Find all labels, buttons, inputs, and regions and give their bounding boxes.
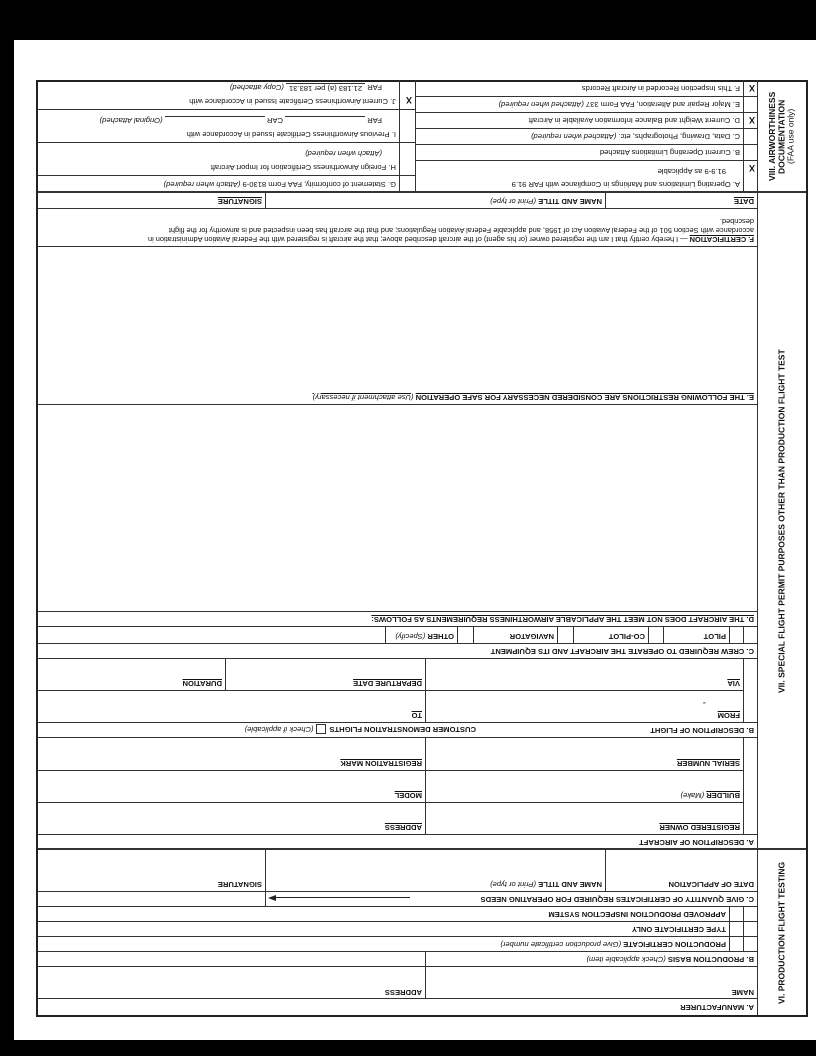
certification-line-3: described. bbox=[719, 217, 754, 226]
item-c-label: C. Data, Drawing, Photographs, etc. bbox=[618, 132, 740, 141]
serial-number-label: SERIAL NUMBER bbox=[676, 759, 740, 768]
other-note: (Specify) bbox=[395, 632, 426, 641]
certification-line-1: — I hereby certify that I am the registered owner (or his agent) of the aircraft described above; that the aircraft is registered with the Federal Aviation Administration in bbox=[147, 235, 690, 244]
item-c-note: (Attached when required) bbox=[531, 132, 617, 141]
production-certificate-note: (Give production certificate number) bbox=[500, 940, 622, 949]
cert-signature-label: SIGNATURE bbox=[217, 197, 262, 206]
duration-label: DURATION bbox=[182, 679, 222, 688]
divider bbox=[38, 626, 758, 627]
navigator-checkbox[interactable] bbox=[558, 628, 574, 643]
production-basis-heading bbox=[586, 955, 754, 963]
builder-heading bbox=[680, 791, 740, 799]
divider bbox=[38, 643, 758, 644]
registered-owner-field[interactable] bbox=[430, 805, 740, 820]
other-checkbox[interactable] bbox=[458, 628, 474, 643]
type-certificate-option: TYPE CERTIFICATE ONLY bbox=[631, 925, 726, 934]
customer-demo-option bbox=[245, 724, 476, 734]
other-specify-field[interactable] bbox=[38, 628, 382, 643]
customer-demo-label: CUSTOMER DEMONSTRATION FLIGHTS bbox=[329, 725, 476, 734]
divider bbox=[38, 770, 744, 771]
name-title-field[interactable] bbox=[270, 853, 602, 877]
divider bbox=[399, 80, 400, 193]
divider bbox=[416, 112, 758, 113]
type-certificate-checkbox[interactable] bbox=[730, 922, 744, 937]
item-j-note: (Copy attached) bbox=[229, 83, 284, 92]
section-vi-title: VI. PRODUCTION FLIGHT TESTING bbox=[776, 861, 787, 1004]
divider bbox=[743, 738, 744, 835]
item-e-label: E. Major Repair and Alteration, FAA Form 337 bbox=[585, 100, 740, 109]
certificate-quantity-label: C. GIVE QUANTITY OF CERTIFICATES REQUIRED FOR OPERATING NEEDS bbox=[480, 895, 754, 904]
builder-label: BUILDER bbox=[706, 791, 740, 800]
approved-inspection-checkbox[interactable] bbox=[730, 907, 744, 922]
signature-field[interactable] bbox=[38, 853, 262, 877]
certification-statement bbox=[148, 236, 754, 243]
divider bbox=[605, 850, 606, 892]
divider bbox=[425, 659, 426, 723]
divider bbox=[425, 738, 426, 835]
registration-mark-field[interactable] bbox=[38, 741, 422, 756]
divider bbox=[38, 966, 758, 967]
item-e bbox=[499, 100, 740, 108]
divider bbox=[38, 722, 758, 723]
production-certificate-option bbox=[500, 940, 726, 948]
item-g bbox=[164, 180, 396, 188]
production-certificate-label: PRODUCTION CERTIFICATE bbox=[623, 940, 726, 949]
section-vii-title: VII. SPECIAL FLIGHT PERMIT PURPOSES OTHER THAN PRODUCTION FLIGHT TEST bbox=[776, 349, 787, 694]
item-f-label: F. This Inspection Recorded in Aircraft Records bbox=[581, 84, 740, 93]
cert-name-title-heading bbox=[490, 197, 602, 205]
divider bbox=[385, 627, 386, 644]
navigator-label: NAVIGATOR bbox=[509, 632, 554, 641]
production-basis-label: B. PRODUCTION BASIS bbox=[667, 955, 754, 964]
model-label: MODEL bbox=[394, 791, 422, 800]
divider bbox=[38, 109, 416, 110]
divider bbox=[38, 834, 758, 835]
divider bbox=[605, 193, 606, 209]
item-i-far: FAR bbox=[367, 116, 382, 125]
item-i-options bbox=[100, 116, 382, 124]
production-certificate-checkbox[interactable] bbox=[730, 937, 744, 952]
section-divider bbox=[38, 191, 806, 193]
departure-date-field[interactable] bbox=[228, 661, 422, 676]
section-viii-title-3: (FAA use only) bbox=[785, 108, 796, 165]
date-of-application-field[interactable] bbox=[610, 853, 754, 877]
from-label: FROM bbox=[717, 711, 740, 720]
divider bbox=[38, 936, 758, 937]
divider bbox=[743, 659, 744, 723]
production-basis-note: (Check applicable item) bbox=[586, 955, 666, 964]
builder-field[interactable] bbox=[430, 773, 740, 788]
divider bbox=[416, 96, 758, 97]
owner-address-label: ADDRESS bbox=[384, 823, 422, 832]
item-i-far-field[interactable] bbox=[285, 116, 365, 117]
manufacturer-name-field[interactable] bbox=[428, 969, 750, 991]
aircraft-description-heading: A. DESCRIPTION OF AIRCRAFT bbox=[639, 838, 754, 847]
divider bbox=[38, 611, 758, 612]
certification-line-2: accordance with Section 501 of the Federal Aviation Act of 1958, and applicable Federal Aviation Regulations; and that the aircraft has been inspected and is airworthy for the flight bbox=[168, 226, 754, 235]
to-label: TO bbox=[411, 711, 422, 720]
date-of-application-label: DATE OF APPLICATION bbox=[668, 880, 754, 889]
owner-address-field[interactable] bbox=[38, 805, 422, 820]
pilot-label: PILOT bbox=[703, 632, 726, 641]
item-b-label: B. Current Operating Limitations Attached bbox=[599, 148, 740, 157]
restrictions-label: E. THE FOLLOWING RESTRICTIONS ARE CONSIDERED NECESSARY FOR SAFE OPERATION bbox=[415, 393, 754, 402]
section-viii-title-2: DOCUMENTATION bbox=[776, 99, 787, 174]
divider bbox=[416, 128, 758, 129]
pilot-checkbox[interactable] bbox=[730, 628, 744, 643]
item-e-note: (Attached when required) bbox=[498, 100, 584, 109]
item-c bbox=[531, 132, 740, 140]
date-label bbox=[734, 197, 754, 205]
requirements-not-met-label: D. THE AIRCRAFT DOES NOT MEET THE APPLICABLE AIRWORTHINESS REQUIREMENTS AS FOLLOWS: bbox=[371, 615, 754, 624]
divider bbox=[38, 658, 758, 659]
section-divider bbox=[38, 848, 806, 850]
manufacturer-name-label: NAME bbox=[731, 988, 754, 997]
divider bbox=[38, 737, 758, 738]
item-j-check[interactable]: X bbox=[405, 95, 412, 105]
registration-mark-label: REGISTRATION MARK bbox=[340, 759, 422, 768]
copilot-label: CO-PILOT bbox=[608, 632, 645, 641]
manufacturer-address-label: ADDRESS bbox=[384, 988, 422, 997]
item-i-note: (Original Attached) bbox=[99, 116, 163, 125]
divider bbox=[38, 906, 758, 907]
via-label: VIA bbox=[727, 679, 740, 688]
item-h-label: H. Foreign Airworthiness Certification for Import Aircraft bbox=[210, 163, 396, 172]
section-vi-label bbox=[757, 850, 806, 1015]
model-field[interactable] bbox=[38, 773, 422, 788]
divider bbox=[416, 160, 758, 161]
via-field[interactable] bbox=[430, 661, 740, 676]
item-h-note: (Attach when required) bbox=[305, 149, 382, 158]
divider bbox=[38, 690, 744, 691]
duration-field[interactable] bbox=[38, 661, 222, 676]
manufacturer-address-field[interactable] bbox=[42, 969, 422, 985]
item-j-far: FAR bbox=[367, 83, 382, 92]
divider bbox=[38, 998, 758, 999]
serial-number-field[interactable] bbox=[430, 741, 740, 756]
section-viii-title bbox=[768, 92, 796, 181]
item-j-far-value[interactable]: 21.183 (a) per 183.31 bbox=[286, 83, 365, 92]
other-label: OTHER bbox=[427, 632, 454, 641]
faa-form bbox=[36, 80, 808, 1017]
restrictions-note: (Use attachment if necessary) bbox=[312, 393, 414, 402]
divider bbox=[38, 208, 758, 209]
divider bbox=[425, 952, 426, 999]
item-j-options bbox=[230, 83, 382, 92]
registered-owner-label: REGISTERED OWNER bbox=[659, 823, 740, 832]
restrictions-field[interactable] bbox=[38, 289, 754, 389]
divider bbox=[38, 142, 416, 143]
item-a-label: A. Operating Limitations and Markings in Compliance with FAR 91.9 bbox=[511, 180, 740, 189]
divider bbox=[38, 951, 758, 952]
item-d-label: D. Current Weight and Balance Information Available in Aircraft bbox=[528, 116, 740, 125]
signature-label: SIGNATURE bbox=[217, 880, 262, 889]
section-viii-title-1: VIII. AIRWORTHINESS bbox=[766, 91, 777, 182]
customer-demo-checkbox[interactable] bbox=[316, 724, 326, 734]
item-i-car-field[interactable] bbox=[165, 116, 265, 117]
divider bbox=[38, 404, 758, 405]
arrow-right-icon bbox=[270, 897, 410, 898]
cert-name-title-note: (Print or type) bbox=[490, 197, 537, 206]
builder-note: (Make) bbox=[680, 791, 705, 800]
section-vii-label bbox=[757, 193, 806, 850]
item-i-label: I. Previous Airworthiness Certificate Issued in Accordance with bbox=[186, 130, 396, 139]
copilot-checkbox[interactable] bbox=[649, 628, 664, 643]
item-g-note: (Attach when required) bbox=[163, 180, 241, 189]
to-field[interactable] bbox=[38, 693, 422, 708]
name-title-heading bbox=[490, 880, 602, 888]
item-d-check[interactable]: X bbox=[748, 115, 755, 125]
crew-heading: C. CREW REQUIRED TO OPERATE THE AIRCRAFT AND ITS EQUIPMENT bbox=[490, 647, 754, 656]
approved-inspection-option: APPROVED PRODUCTION INSPECTION SYSTEM bbox=[548, 910, 726, 919]
requirements-not-met-field[interactable] bbox=[38, 409, 754, 609]
item-a-check[interactable]: X bbox=[748, 163, 755, 173]
divider bbox=[38, 891, 758, 892]
divider bbox=[265, 193, 266, 209]
restrictions-heading bbox=[313, 393, 754, 401]
flight-description-heading: B. DESCRIPTION OF FLIGHT bbox=[650, 726, 754, 735]
certification-heading: F. CERTIFICATION bbox=[689, 235, 754, 244]
divider bbox=[38, 802, 744, 803]
divider bbox=[38, 175, 416, 176]
item-a-sub: 91.9-9 as Applicable bbox=[657, 167, 726, 176]
name-title-label: NAME AND TITLE bbox=[538, 880, 602, 889]
cert-name-title-label: NAME AND TITLE bbox=[538, 197, 602, 206]
departure-date-label: DEPARTURE DATE bbox=[353, 679, 422, 688]
item-g-label: G. Statement of conformity, FAA Form 8130-9 bbox=[242, 180, 396, 189]
item-f-check[interactable]: X bbox=[748, 83, 755, 93]
from-value[interactable]: - bbox=[702, 697, 706, 708]
divider bbox=[38, 921, 758, 922]
item-i-car: CAR bbox=[266, 116, 283, 125]
divider bbox=[38, 246, 758, 247]
name-title-note: (Print or type) bbox=[490, 880, 537, 889]
other-option bbox=[395, 632, 454, 640]
section-viii-label bbox=[757, 80, 806, 193]
customer-demo-note: (Check if applicable) bbox=[244, 725, 314, 734]
divider bbox=[265, 850, 266, 907]
certificate-quantity-field[interactable] bbox=[38, 893, 262, 906]
date-label-text: DATE bbox=[733, 197, 754, 206]
divider bbox=[225, 659, 226, 691]
divider bbox=[416, 144, 758, 145]
manufacturer-heading: A. MANUFACTURER bbox=[680, 1003, 754, 1012]
item-j-label: J. Current Airworthiness Certificate Issued in Accordance with bbox=[189, 97, 396, 106]
